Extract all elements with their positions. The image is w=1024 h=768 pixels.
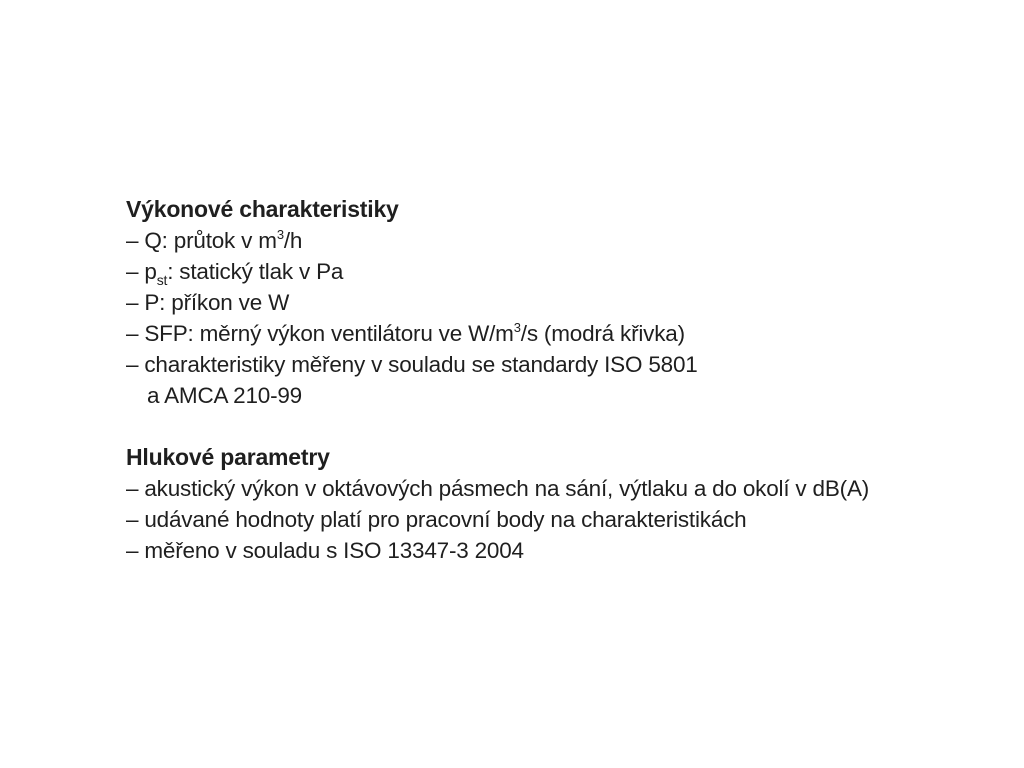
noise-section [126,442,986,566]
list-item-standards [126,349,986,411]
standards-line-2: a AMCA 210-99 [147,383,302,408]
section-spacer [126,411,986,442]
list-item: – udávané hodnoty platí pro pracovní body na charakteristikách [126,507,747,532]
list-item-power: – P: příkon ve W [126,290,290,315]
performance-heading: Výkonové charakteristiky [126,196,399,222]
list-item-flow: – Q: průtok v $m^3/h$ [126,227,303,253]
list-item: – akustický výkon v oktávových pásmech na sání, výtlaku a do okolí v dB(A) [126,476,870,501]
list-item: – měřeno v souladu s ISO 13347-3 2004 [126,538,524,563]
noise-heading: Hlukové parametry [126,444,330,470]
performance-section [126,194,986,411]
list-item-sfp: – SFP: měrný výkon ventilátoru ve $W/m^3/s$ (modrá křivka) [126,320,685,346]
noise-list [126,473,986,566]
list-item-static-pressure: – $p_{st}$: statický tlak v Pa [126,259,344,288]
performance-list [126,225,986,411]
standards-line-1: – charakteristiky měřeny v souladu se standardy ISO 5801 [126,352,698,377]
document-body [126,194,986,566]
